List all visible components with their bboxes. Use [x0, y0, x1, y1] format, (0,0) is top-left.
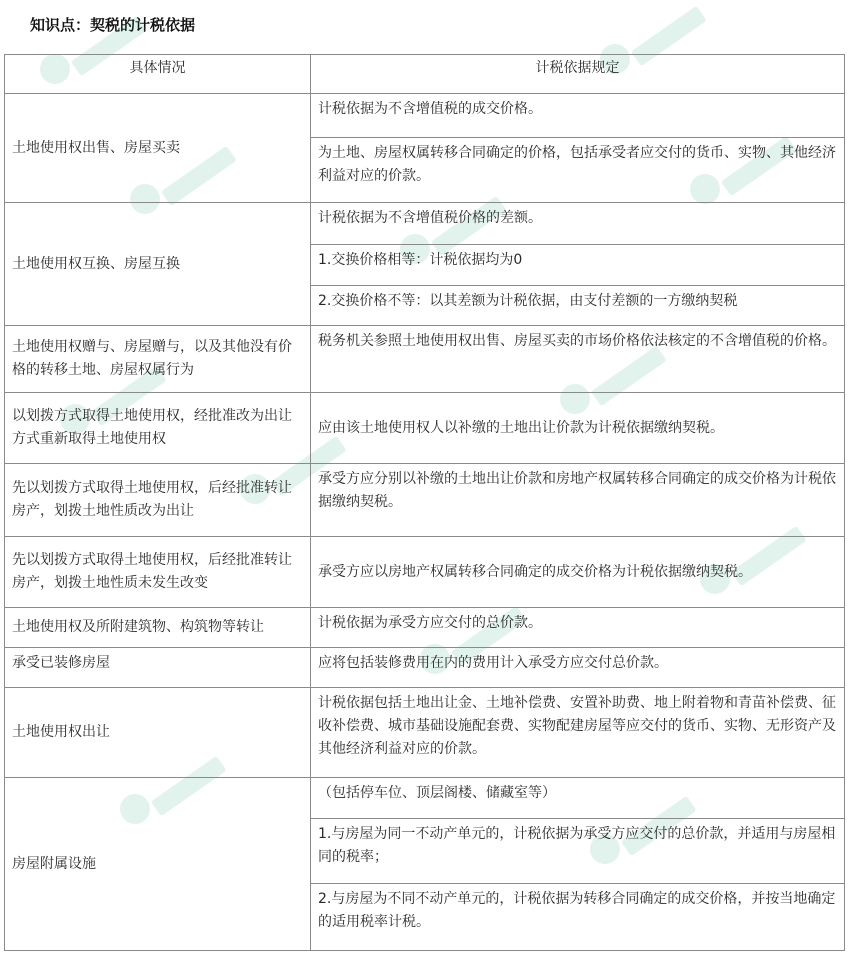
rule-cell: 为土地、房屋权属转移合同确定的价格，包括承受者应交付的货币、实物、其他经济利益对应的价款。	[311, 138, 845, 203]
table-row	[5, 688, 845, 778]
situation-cell: 土地使用权出让	[5, 688, 311, 778]
rule-cell: 计税依据包括土地出让金、土地补偿费、安置补助费、地上附着物和青苗补偿费、征收补偿费、城市基础设施配套费、实物配建房屋等应交付的货币、实物、无形资产及其他经济利益对应的价款。	[311, 688, 845, 778]
table-row	[5, 537, 845, 608]
rule-cell: 1.与房屋为同一不动产单元的，计税依据为承受方应交付的总价款，并适用与房屋相同的税率；	[311, 819, 845, 884]
situation-cell: 先以划拨方式取得土地使用权，后经批准转让房产，划拨土地性质改为出让	[5, 464, 311, 537]
rule-cell: 2.交换价格不等：以其差额为计税依据，由支付差额的一方缴纳契税	[311, 286, 845, 326]
rule-cell: 1.交换价格相等：计税依据均为0	[311, 245, 845, 286]
header-tax-basis: 计税依据规定	[311, 55, 845, 94]
situation-cell: 以划拨方式取得土地使用权，经批准改为出让方式重新取得土地使用权	[5, 393, 311, 464]
header-situation: 具体情况	[5, 55, 311, 94]
table-row	[5, 648, 845, 688]
rule-cell: 计税依据为不含增值税价格的差额。	[311, 203, 845, 245]
rule-cell: 应将包括装修费用在内的费用计入承受方应交付总价款。	[311, 648, 845, 688]
situation-cell: 房屋附属设施	[5, 778, 311, 951]
situation-cell: 先以划拨方式取得土地使用权，后经批准转让房产，划拨土地性质未发生改变	[5, 537, 311, 608]
rule-cell: 计税依据为承受方应交付的总价款。	[311, 608, 845, 648]
situation-cell: 承受已装修房屋	[5, 648, 311, 688]
situation-cell: 土地使用权赠与、房屋赠与，以及其他没有价格的转移土地、房屋权属行为	[5, 326, 311, 393]
rule-cell: （包括停车位、顶层阁楼、储藏室等）	[311, 778, 845, 819]
table-row	[5, 464, 845, 537]
rule-cell: 税务机关参照土地使用权出售、房屋买卖的市场价格依法核定的不含增值税的价格。	[311, 326, 845, 393]
situation-cell: 土地使用权及所附建筑物、构筑物等转让	[5, 608, 311, 648]
table-header-row	[5, 55, 845, 94]
table-row	[5, 778, 845, 819]
rule-cell: 承受方应以房地产权属转移合同确定的成交价格为计税依据缴纳契税。	[311, 537, 845, 608]
table-row	[5, 326, 845, 393]
rule-cell: 应由该土地使用权人以补缴的土地出让价款为计税依据缴纳契税。	[311, 393, 845, 464]
table-row	[5, 203, 845, 245]
rule-cell: 承受方应分别以补缴的土地出让价款和房地产权属转移合同确定的成交价格为计税依据缴纳契税。	[311, 464, 845, 537]
tax-basis-table	[4, 54, 845, 951]
situation-cell: 土地使用权互换、房屋互换	[5, 203, 311, 326]
table-row	[5, 608, 845, 648]
rule-cell: 计税依据为不含增值税的成交价格。	[311, 94, 845, 138]
page-title: 知识点：契税的计税依据	[30, 16, 196, 34]
table-row	[5, 94, 845, 138]
rule-cell: 2.与房屋为不同不动产单元的，计税依据为转移合同确定的成交价格，并按当地确定的适用税率计税。	[311, 884, 845, 951]
table-row	[5, 393, 845, 464]
situation-cell: 土地使用权出售、房屋买卖	[5, 94, 311, 203]
